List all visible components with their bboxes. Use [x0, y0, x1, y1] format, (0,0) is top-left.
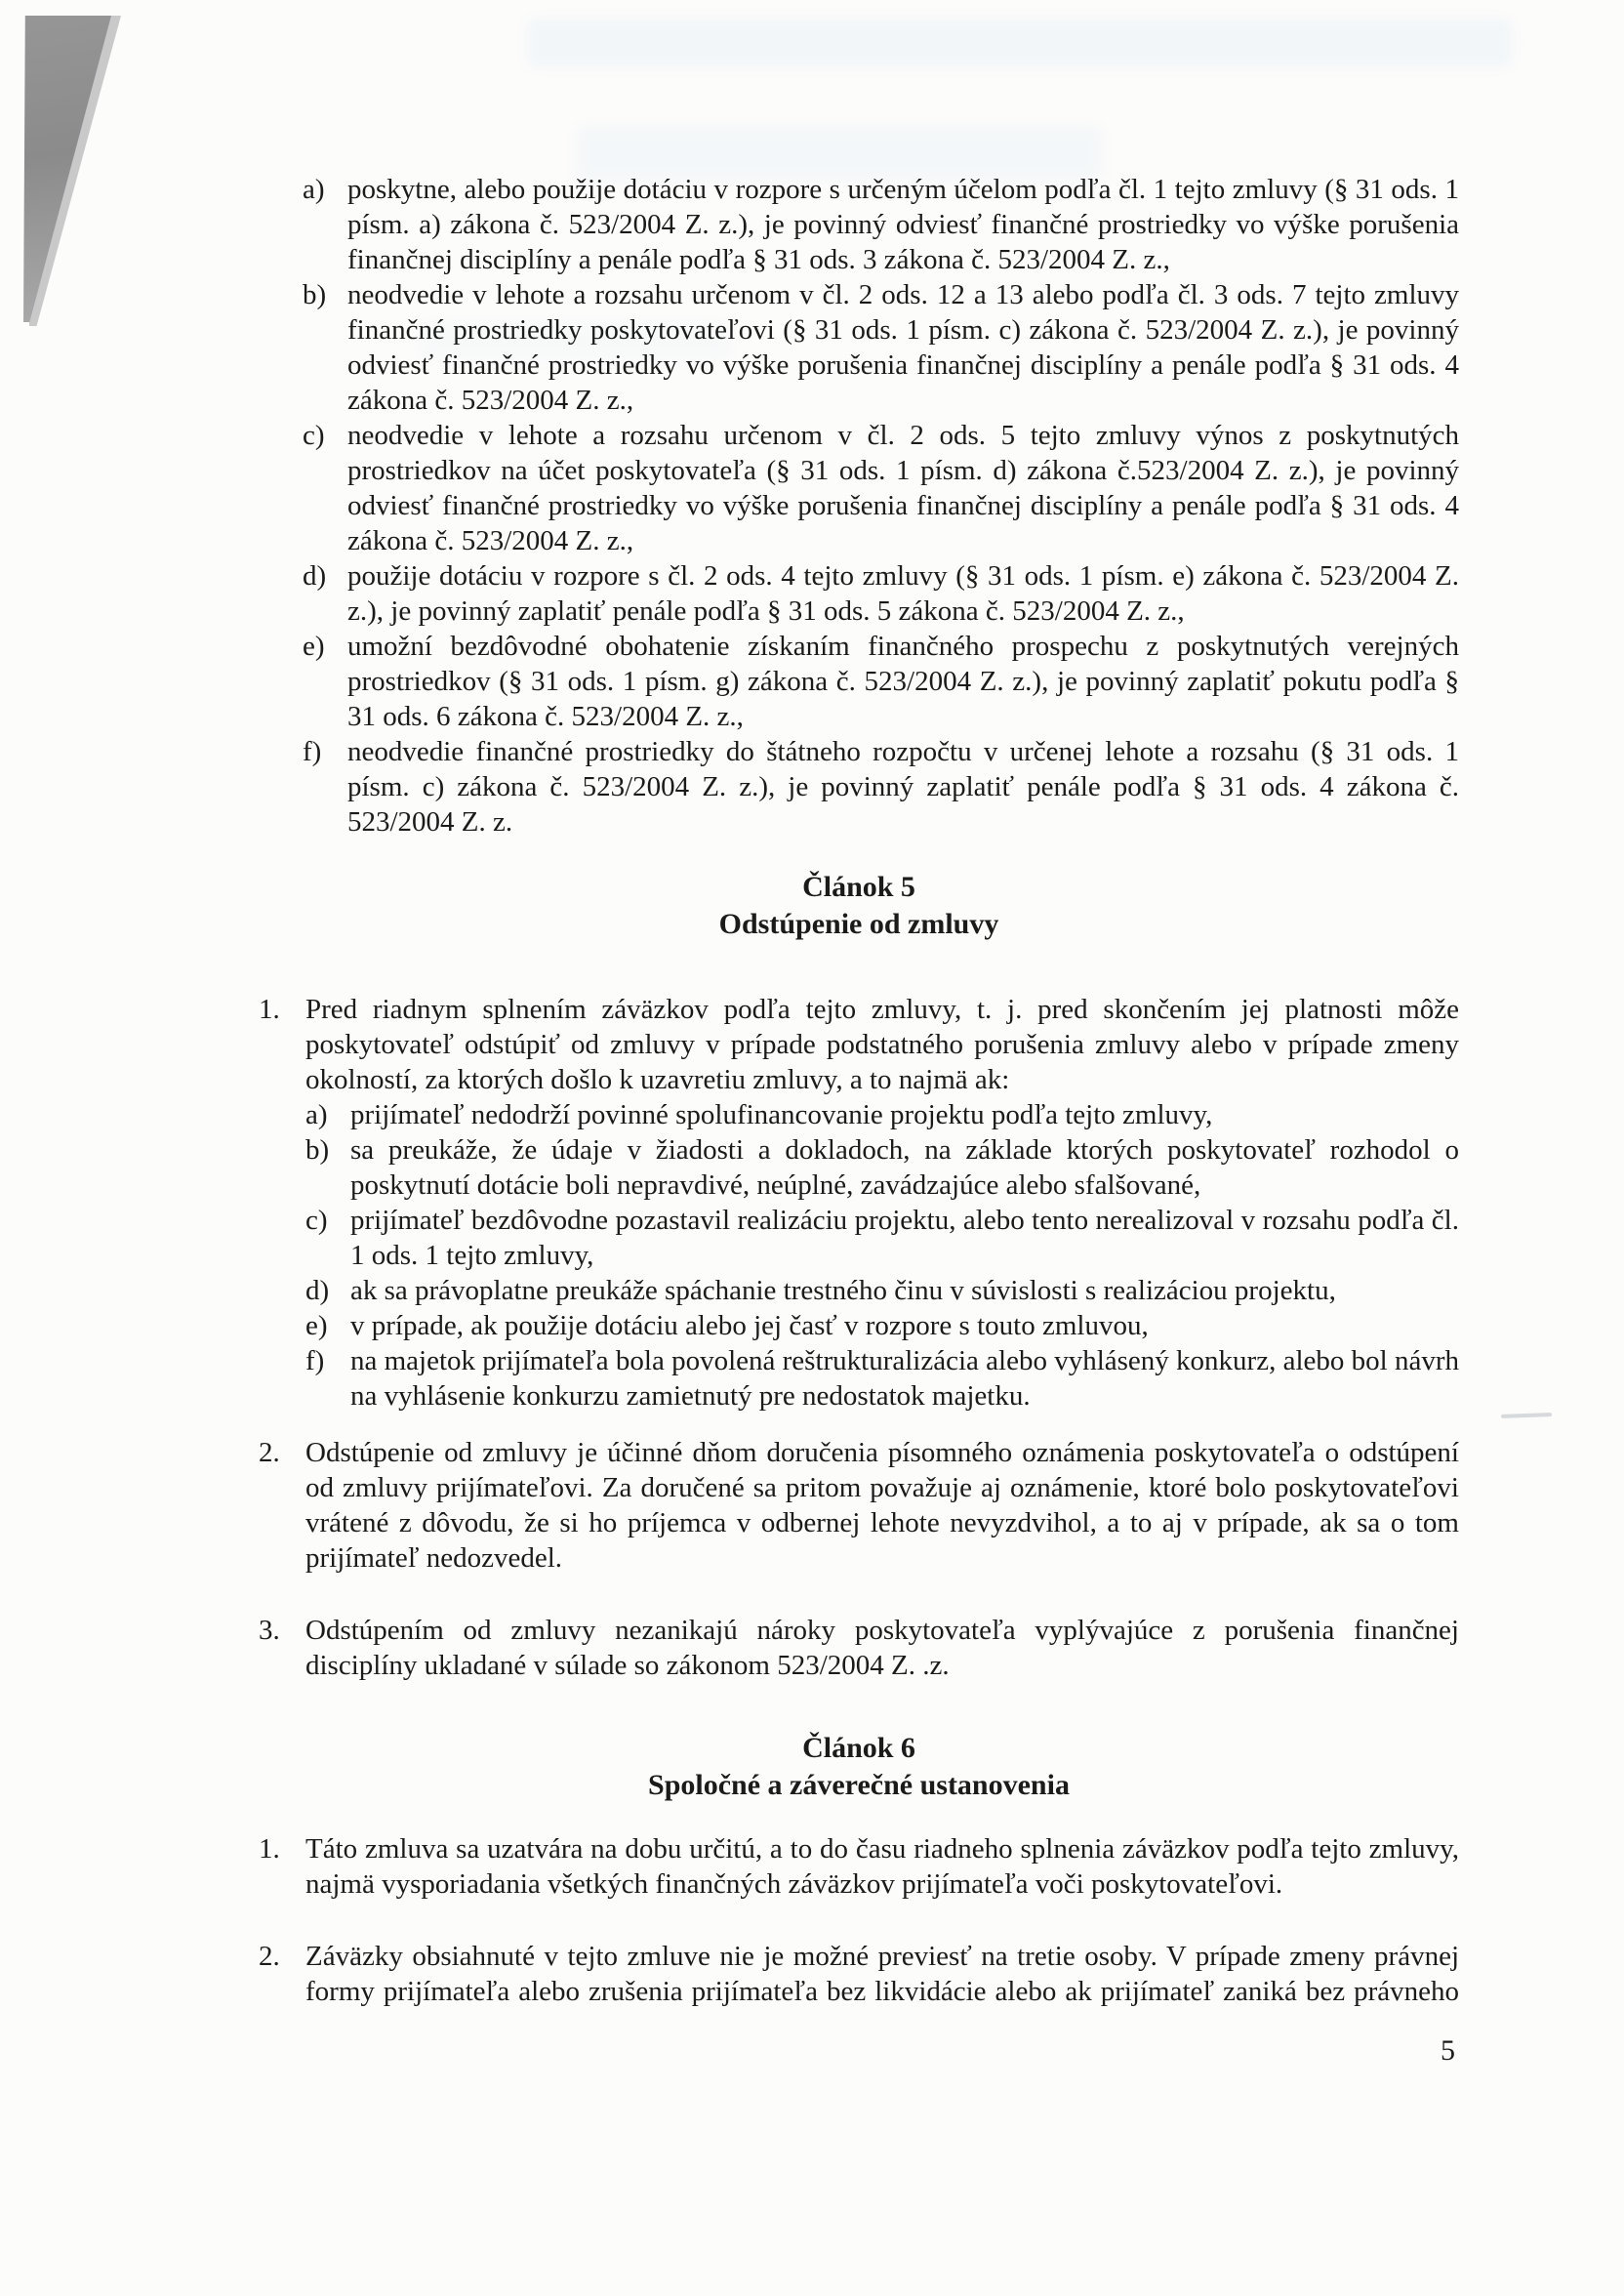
paragraph-text: Pred riadnym splnením záväzkov podľa tejto zmluvy, t. j. pred skončením jej platnosti môže poskytovateľ odstúpiť od zmluvy v prípade podstatného porušenia zmluvy alebo v prípade zmeny okolností, za ktorých došlo k uzavretiu zmluvy, a to najmä ak: [305, 994, 1459, 1095]
list-item-marker: c) [305, 1205, 328, 1236]
paragraph-text: Záväzky obsiahnuté v tejto zmluve nie je možné previesť na tretie osoby. V prípade zmeny právnej formy prijímateľa alebo zrušenia prijímateľa bez likvidácie alebo ak prijímateľ zaniká bez právneho [305, 1941, 1459, 2007]
paragraph-number: 2. [259, 1437, 280, 1468]
list-item [303, 734, 1459, 840]
paragraph-number: 1. [259, 1833, 280, 1865]
paragraph-number: 2. [259, 1941, 280, 1972]
paragraph-body [305, 992, 1459, 1414]
article6-heading-block [259, 1730, 1459, 1804]
list-item [305, 1203, 1459, 1273]
list-item-marker: c) [303, 420, 325, 451]
list-item [305, 1343, 1459, 1414]
list-item-text: umožní bezdôvodné obohatenie získaním finančného prospechu z poskytnutých verejných prostriedkov (§ 31 ods. 1 písm. g) zákona č. 523/2004 Z. z.), je povinný zaplatiť pokutu podľa § 31 ods. 6 zákona č. 523/2004 Z. z., [347, 631, 1459, 732]
list-item-marker: e) [305, 1310, 328, 1341]
article6-paragraph-2 [259, 1939, 1459, 2009]
page-corner-fold-artifact [23, 16, 111, 322]
list-item-text: neodvedie finančné prostriedky do štátneho rozpočtu v určenej lehote a rozsahu (§ 31 ods. 1 písm. c) zákona č. 523/2004 Z. z.), je povinný zaplatiť penále podľa § 31 ods. 4 zákona č. 523/2004 Z. z. [347, 736, 1459, 838]
list-item-text: prijímateľ nedodrží povinné spolufinancovanie projektu podľa tejto zmluvy, [350, 1099, 1213, 1130]
list-item-text: neodvedie v lehote a rozsahu určenom v čl. 2 ods. 12 a 13 alebo podľa čl. 3 ods. 7 tejto zmluvy finančné prostriedky poskytovateľovi (§ 31 ods. 1 písm. c) zákona č. 523/2004 Z. z.), je povinný odviesť finančné prostriedky vo výške porušenia finančnej disciplíny a penále podľa § 31 ods. 4 zákona č. 523/2004 Z. z., [347, 279, 1459, 416]
list-item [303, 172, 1459, 277]
scan-dash-artifact [1501, 1413, 1552, 1418]
sanctions-list [303, 172, 1459, 840]
article5-paragraph-3 [259, 1613, 1459, 1683]
paragraph-text: Táto zmluva sa uzatvára na dobu určitú, a to do času riadneho splnenia záväzkov podľa tejto zmluvy, najmä vysporiadania všetkých finančných záväzkov prijímateľa voči poskytovateľovi. [305, 1833, 1459, 1900]
list-item-marker: b) [305, 1134, 330, 1166]
list-item-marker: d) [305, 1275, 330, 1306]
document-body [259, 172, 1459, 2009]
article6-paragraph-1 [259, 1831, 1459, 1902]
list-item-text: na majetok prijímateľa bola povolená reštrukturalizácia alebo vyhlásený konkurz, alebo bol návrh na vyhlásenie konkurzu zamietnutý pre nedostatok majetku. [350, 1345, 1459, 1412]
scan-streak-artifact [527, 18, 1513, 68]
list-item-text: použije dotáciu v rozpore s čl. 2 ods. 4 tejto zmluvy (§ 31 ods. 1 písm. e) zákona č. 523/2004 Z. z.), je povinný zaplatiť penále podľa § 31 ods. 5 zákona č. 523/2004 Z. z., [347, 560, 1459, 627]
article5-subheading: Odstúpenie od zmluvy [718, 908, 999, 940]
paragraph-number: 1. [259, 994, 280, 1025]
list-item [305, 1308, 1459, 1343]
list-item [305, 1132, 1459, 1203]
withdrawal-conditions-list [305, 1097, 1459, 1414]
list-item-marker: f) [303, 736, 322, 767]
list-item-text: sa preukáže, že údaje v žiadosti a dokladoch, na základe ktorých poskytovateľ rozhodol o poskytnutí dotácie boli nepravdivé, neúplné, zavádzajúce alebo sfalšované, [350, 1134, 1459, 1201]
list-item-text: prijímateľ bezdôvodne pozastavil realizáciu projektu, alebo tento nerealizoval v rozsahu podľa čl. 1 ods. 1 tejto zmluvy, [350, 1205, 1459, 1271]
list-item-marker: a) [303, 174, 325, 205]
list-item-text: ak sa právoplatne preukáže spáchanie trestného činu v súvislosti s realizáciou projektu, [350, 1275, 1336, 1306]
list-item-text: neodvedie v lehote a rozsahu určenom v čl. 2 ods. 5 tejto zmluvy výnos z poskytnutých prostriedkov na účet poskytovateľa (§ 31 ods. 1 písm. d) zákona č.523/2004 Z. z.), je povinný odviesť finančné prostriedky vo výške porušenia finančnej disciplíny a penále podľa § 31 ods. 4 zákona č. 523/2004 Z. z., [347, 420, 1459, 556]
article5-heading-block [259, 869, 1459, 943]
list-item [303, 558, 1459, 629]
article5-heading: Článok 5 [802, 871, 915, 903]
article6-subheading: Spoločné a záverečné ustanovenia [648, 1769, 1070, 1801]
paragraph-number: 3. [259, 1615, 280, 1646]
list-item [303, 277, 1459, 418]
paragraph-text: Odstúpenie od zmluvy je účinné dňom doručenia písomného oznámenia poskytovateľa o odstúpení od zmluvy prijímateľovi. Za doručené sa pritom považuje aj oznámenie, ktoré bolo poskytovateľovi vrátené z dôvodu, že si ho príjemca v odbernej lehote nevyzdvihol, a to aj v prípade, ak sa o tom prijímateľ nedozvedel. [305, 1437, 1459, 1574]
list-item-marker: e) [303, 631, 325, 662]
list-item [305, 1273, 1459, 1308]
list-item-marker: a) [305, 1099, 328, 1130]
article5-paragraph-1 [259, 992, 1459, 1414]
page-number: 5 [1441, 2034, 1455, 2067]
list-item [303, 418, 1459, 558]
list-item [303, 629, 1459, 734]
list-item-marker: f) [305, 1345, 325, 1376]
paragraph-text: Odstúpením od zmluvy nezanikajú nároky poskytovateľa vyplývajúce z porušenia finančnej disciplíny ukladané v súlade so zákonom 523/2004 Z. .z. [305, 1615, 1459, 1681]
list-item-marker: d) [303, 560, 327, 592]
list-item-marker: b) [303, 279, 327, 310]
list-item-text: poskytne, alebo použije dotáciu v rozpore s určeným účelom podľa čl. 1 tejto zmluvy (§ 31 ods. 1 písm. a) zákona č. 523/2004 Z. z.), je povinný odviesť finančné prostriedky vo výške porušenia finančnej disciplíny a penále podľa § 31 ods. 3 zákona č. 523/2004 Z. z., [347, 174, 1459, 275]
article6-heading: Článok 6 [802, 1732, 915, 1764]
list-item-text: v prípade, ak použije dotáciu alebo jej časť v rozpore s touto zmluvou, [350, 1310, 1149, 1341]
list-item [305, 1097, 1459, 1132]
article5-paragraph-2 [259, 1435, 1459, 1576]
